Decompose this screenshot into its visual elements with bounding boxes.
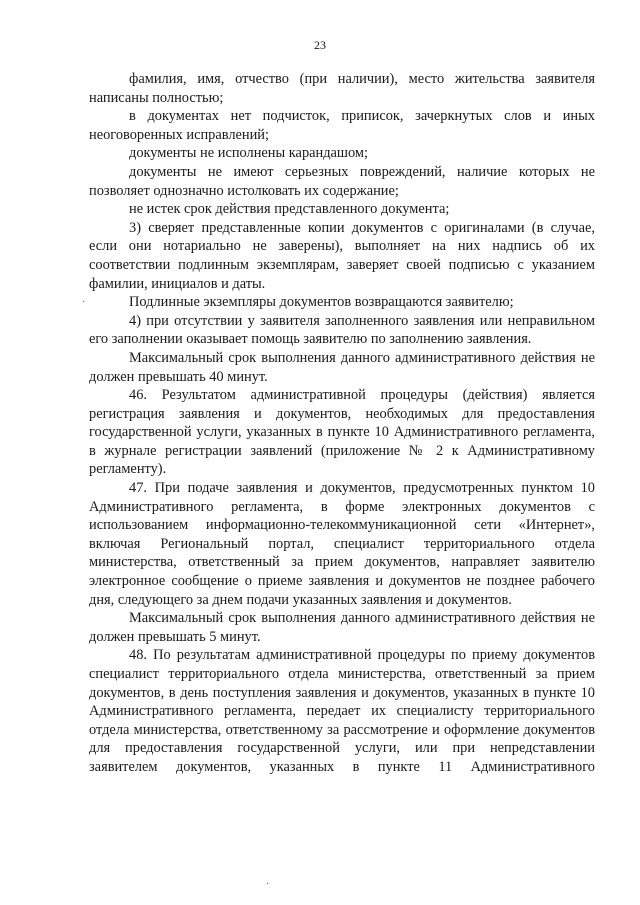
paragraph-11: 47. При подаче заявления и документов, предусмотренных пунктом 10 Административного регламента, в форме электронных документов с использованием информационно-телекоммуникационной сети «Интернет», включая Региональный портал, специалист территориального отдела министерства, ответственный за прием документов, направляет заявителю электронное сообщение о приеме заявления и документов не позднее рабочего дня, следующего за днем подачи указанных заявления и документов. [89, 480, 595, 608]
paragraph-12: Максимальный срок выполнения данного административного действия не должен превышать 5 минут. [89, 610, 595, 645]
scan-speck: · [266, 879, 270, 890]
paragraph-5: не истек срок действия представленного документа; [129, 201, 450, 218]
paragraph-6: 3) сверяет представленные копии документов с оригиналами (в случае, если они нотариально не заверены), выполняет на них надпись об их соответствии подлинным экземплярам, заверяет своей подписью с указанием фамилии, инициалов и даты. [89, 219, 595, 292]
document-body [89, 70, 595, 777]
paragraph-10: 46. Результатом административной процедуры (действия) является регистрация заявления и документов, необходимых для предоставления государственной услуги, указанных в пункте 10 Административного регламента, в журнале регистрации заявлений (приложение № 2 к Административному регламенту). [89, 387, 595, 478]
scan-speck: · [82, 297, 86, 308]
page-number: 23 [314, 38, 326, 52]
paragraph-4: документы не имеют серьезных повреждений, наличие которых не позволяет однозначно истолковать их содержание; [89, 163, 595, 199]
paragraph-13: 48. По результатам административной процедуры по приему документов специалист территориального отдела министерства, ответственный за прием документов, в день поступления заявления и документов, указанных в пункте 10 Административного регламента, передает их специалисту территориального отдела министерства, ответственному за рассмотрение и оформление документов для предоставления государственной услуги, или при непредставлении заявителем документов, указанных в пункте 11 Административного [89, 647, 595, 775]
paragraph-8: 4) при отсутствии у заявителя заполненного заявления или неправильном его заполнении оказывает помощь заявителю по заполнению заявления. [89, 312, 595, 348]
paragraph-9: Максимальный срок выполнения данного административного действия не должен превышать 40 минут. [89, 349, 595, 385]
paragraph-3: документы не исполнены карандашом; [129, 145, 369, 162]
paragraph-7: Подлинные экземпляры документов возвращаются заявителю; [129, 294, 514, 311]
paragraph-1: фамилия, имя, отчество (при наличии), место жительства заявителя написаны полностью; [89, 71, 595, 106]
paragraph-2: в документах нет подчисток, приписок, зачеркнутых слов и иных неоговоренных исправлений; [89, 108, 595, 143]
